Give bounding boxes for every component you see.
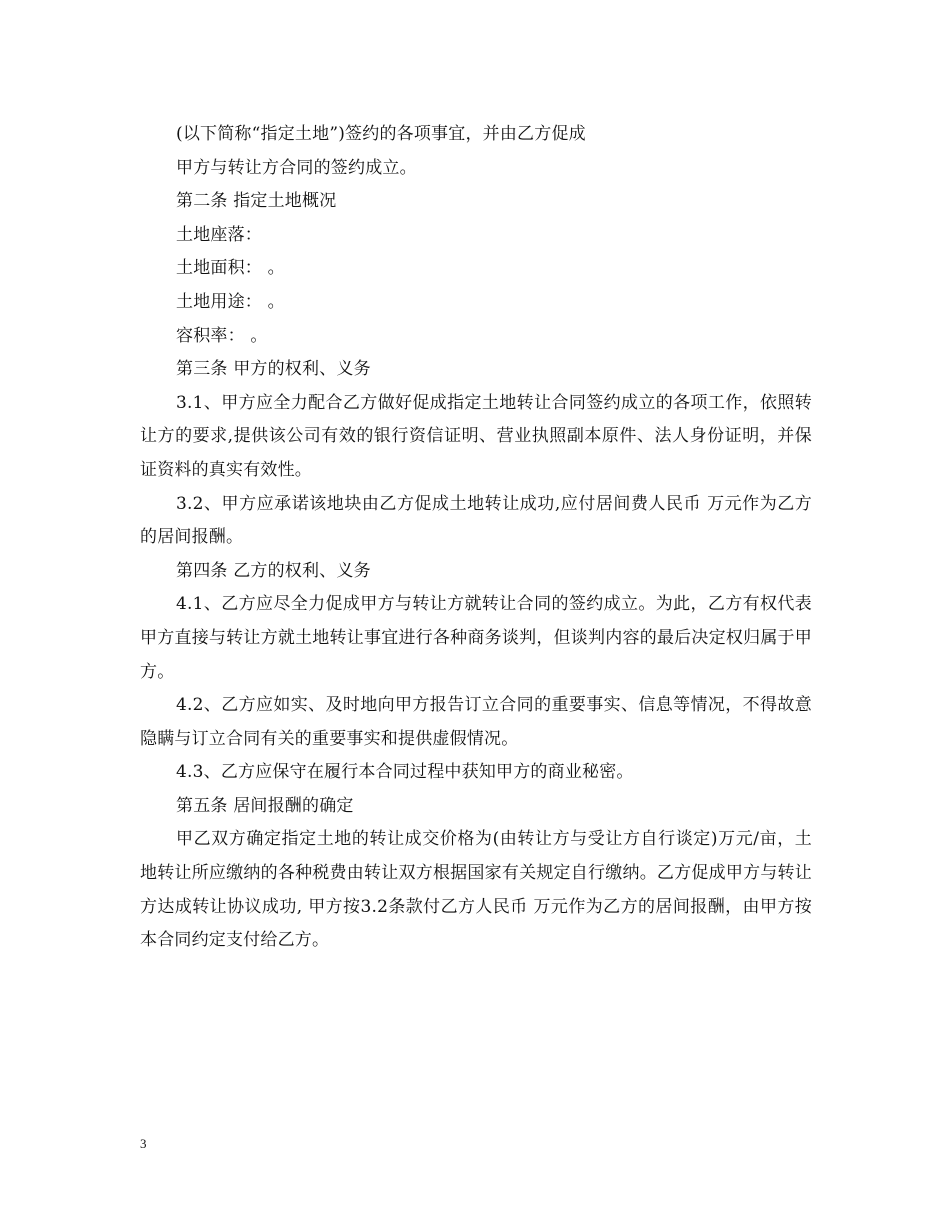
land-location-field: 土地座落：	[176, 224, 262, 245]
plot-ratio-field: 容积率： 。	[176, 325, 268, 346]
paragraph-intro-end: 甲方与转让方合同的签约成立。	[176, 157, 417, 178]
clause-4-3: 4.3、乙方应保守在履行本合同过程中获知甲方的商业秘密。	[176, 762, 634, 783]
clause-4-2: 4.2、乙方应如实、及时地向甲方报告订立合同的重要事实、信息等情况，不得故意隐瞒与订立合同有关的重要事实和提供虚假情况。	[140, 695, 812, 749]
article-5-heading: 第五条 居间报酬的确定	[176, 795, 354, 816]
land-use-field: 土地用途： 。	[176, 291, 285, 312]
land-area-field: 土地面积： 。	[176, 258, 285, 279]
document-body	[140, 118, 812, 958]
article-4-heading: 第四条 乙方的权利、义务	[176, 560, 371, 581]
paragraph-intro-continuation: (以下简称“指定土地”)签约的各项事宜，并由乙方促成	[176, 124, 586, 144]
clause-3-2: 3.2、甲方应承诺该地块由乙方促成土地转让成功,应付居间费人民币 万元作为乙方的居间报酬。	[140, 493, 812, 548]
article-2-heading: 第二条 指定土地概况	[176, 191, 337, 212]
clause-3-1: 3.1、甲方应全力配合乙方做好促成指定土地转让合同签约成立的各项工作，依照转让方的要求,提供该公司有效的银行资信证明、营业执照副本原件、法人身份证明，并保证资料的真实有效性。	[140, 392, 812, 480]
article-3-heading: 第三条 甲方的权利、义务	[176, 359, 371, 380]
article-5-body: 甲乙双方确定指定土地的转让成交价格为(由转让方与受让方自行谈定)万元/亩，土地转让所应缴纳的各种税费由转让双方根据国家有关规定自行缴纳。乙方促成甲方与转让方达成转让协议成功, 甲方按3.2条款付乙方人民币 万元作为乙方的居间报酬，由甲方按本合同约定支付给乙方。	[140, 829, 812, 951]
clause-4-1: 4.1、乙方应尽全力促成甲方与转让方就转让合同的签约成立。为此，乙方有权代表甲方直接与转让方就土地转让事宜进行各种商务谈判，但谈判内容的最后决定权归属于甲方。	[140, 594, 812, 682]
page-number: 3	[140, 1136, 147, 1151]
